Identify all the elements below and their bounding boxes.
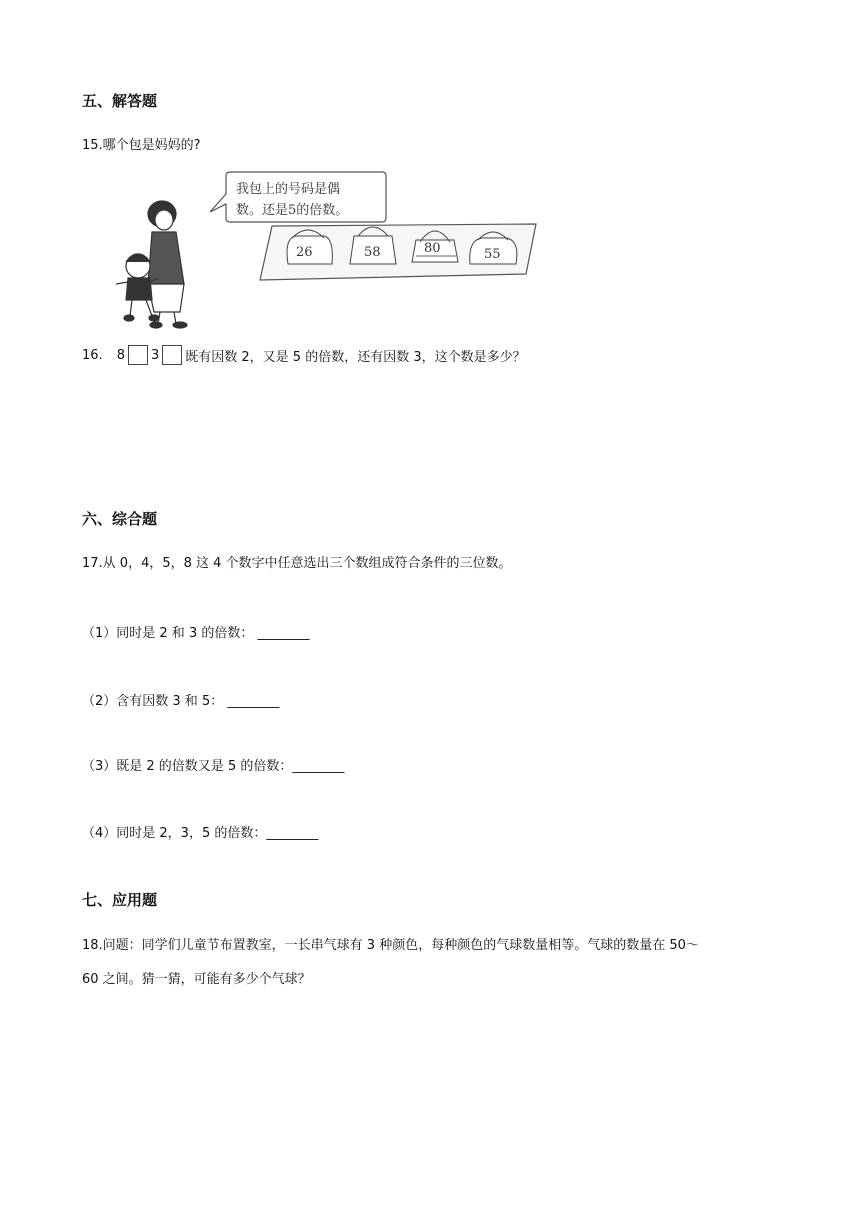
question-16	[82, 345, 526, 365]
question-15: 15.哪个包是妈妈的?	[82, 138, 201, 153]
svg-text:58: 58	[364, 245, 381, 260]
mother-child-bags-drawing	[112, 166, 542, 330]
question-17: 17.从 0，4，5，8 这 4 个数字中任意选出三个数组成符合条件的三位数。	[82, 556, 512, 571]
question-18-line-1: 18.问题：同学们儿童节布置教室，一长串气球有 3 种颜色，每种颜色的气球数量相等。气球的数量在 50～	[82, 938, 699, 953]
speech-line-1: 我包上的号码是偶	[236, 182, 341, 197]
q17-part-1: （1）同时是 2 和 3 的倍数： ________	[82, 626, 310, 641]
q16-blank-1[interactable]	[128, 345, 148, 365]
q16-digit-8: 8	[116, 347, 125, 363]
q15-illustration	[112, 166, 542, 330]
question-18-line-2: 60 之间。猜一猜，可能有多少个气球？	[82, 972, 311, 987]
svg-text:55: 55	[484, 247, 501, 262]
q17-part-3: （3）既是 2 的倍数又是 5 的倍数：________	[82, 759, 345, 774]
svg-text:80: 80	[424, 241, 441, 256]
mother-figure	[148, 201, 187, 328]
speech-bubble	[210, 172, 386, 222]
section6-heading: 六、综合题	[82, 510, 158, 528]
q16-text: 既有因数 2，又是 5 的倍数，还有因数 3，这个数是多少？	[185, 349, 526, 365]
section7-heading: 七、应用题	[82, 891, 158, 909]
speech-line-2: 数。还是5的倍数。	[236, 203, 349, 218]
q17-part-4: （4）同时是 2，3，5 的倍数：________	[82, 826, 319, 841]
q17-part-2: （2）含有因数 3 和 5： ________	[82, 694, 280, 709]
section5-heading: 五、解答题	[82, 92, 158, 110]
q16-number: 16.	[82, 347, 103, 363]
svg-text:26: 26	[296, 245, 313, 260]
q16-digit-3: 3	[150, 347, 160, 363]
q16-blank-2[interactable]	[162, 345, 182, 365]
